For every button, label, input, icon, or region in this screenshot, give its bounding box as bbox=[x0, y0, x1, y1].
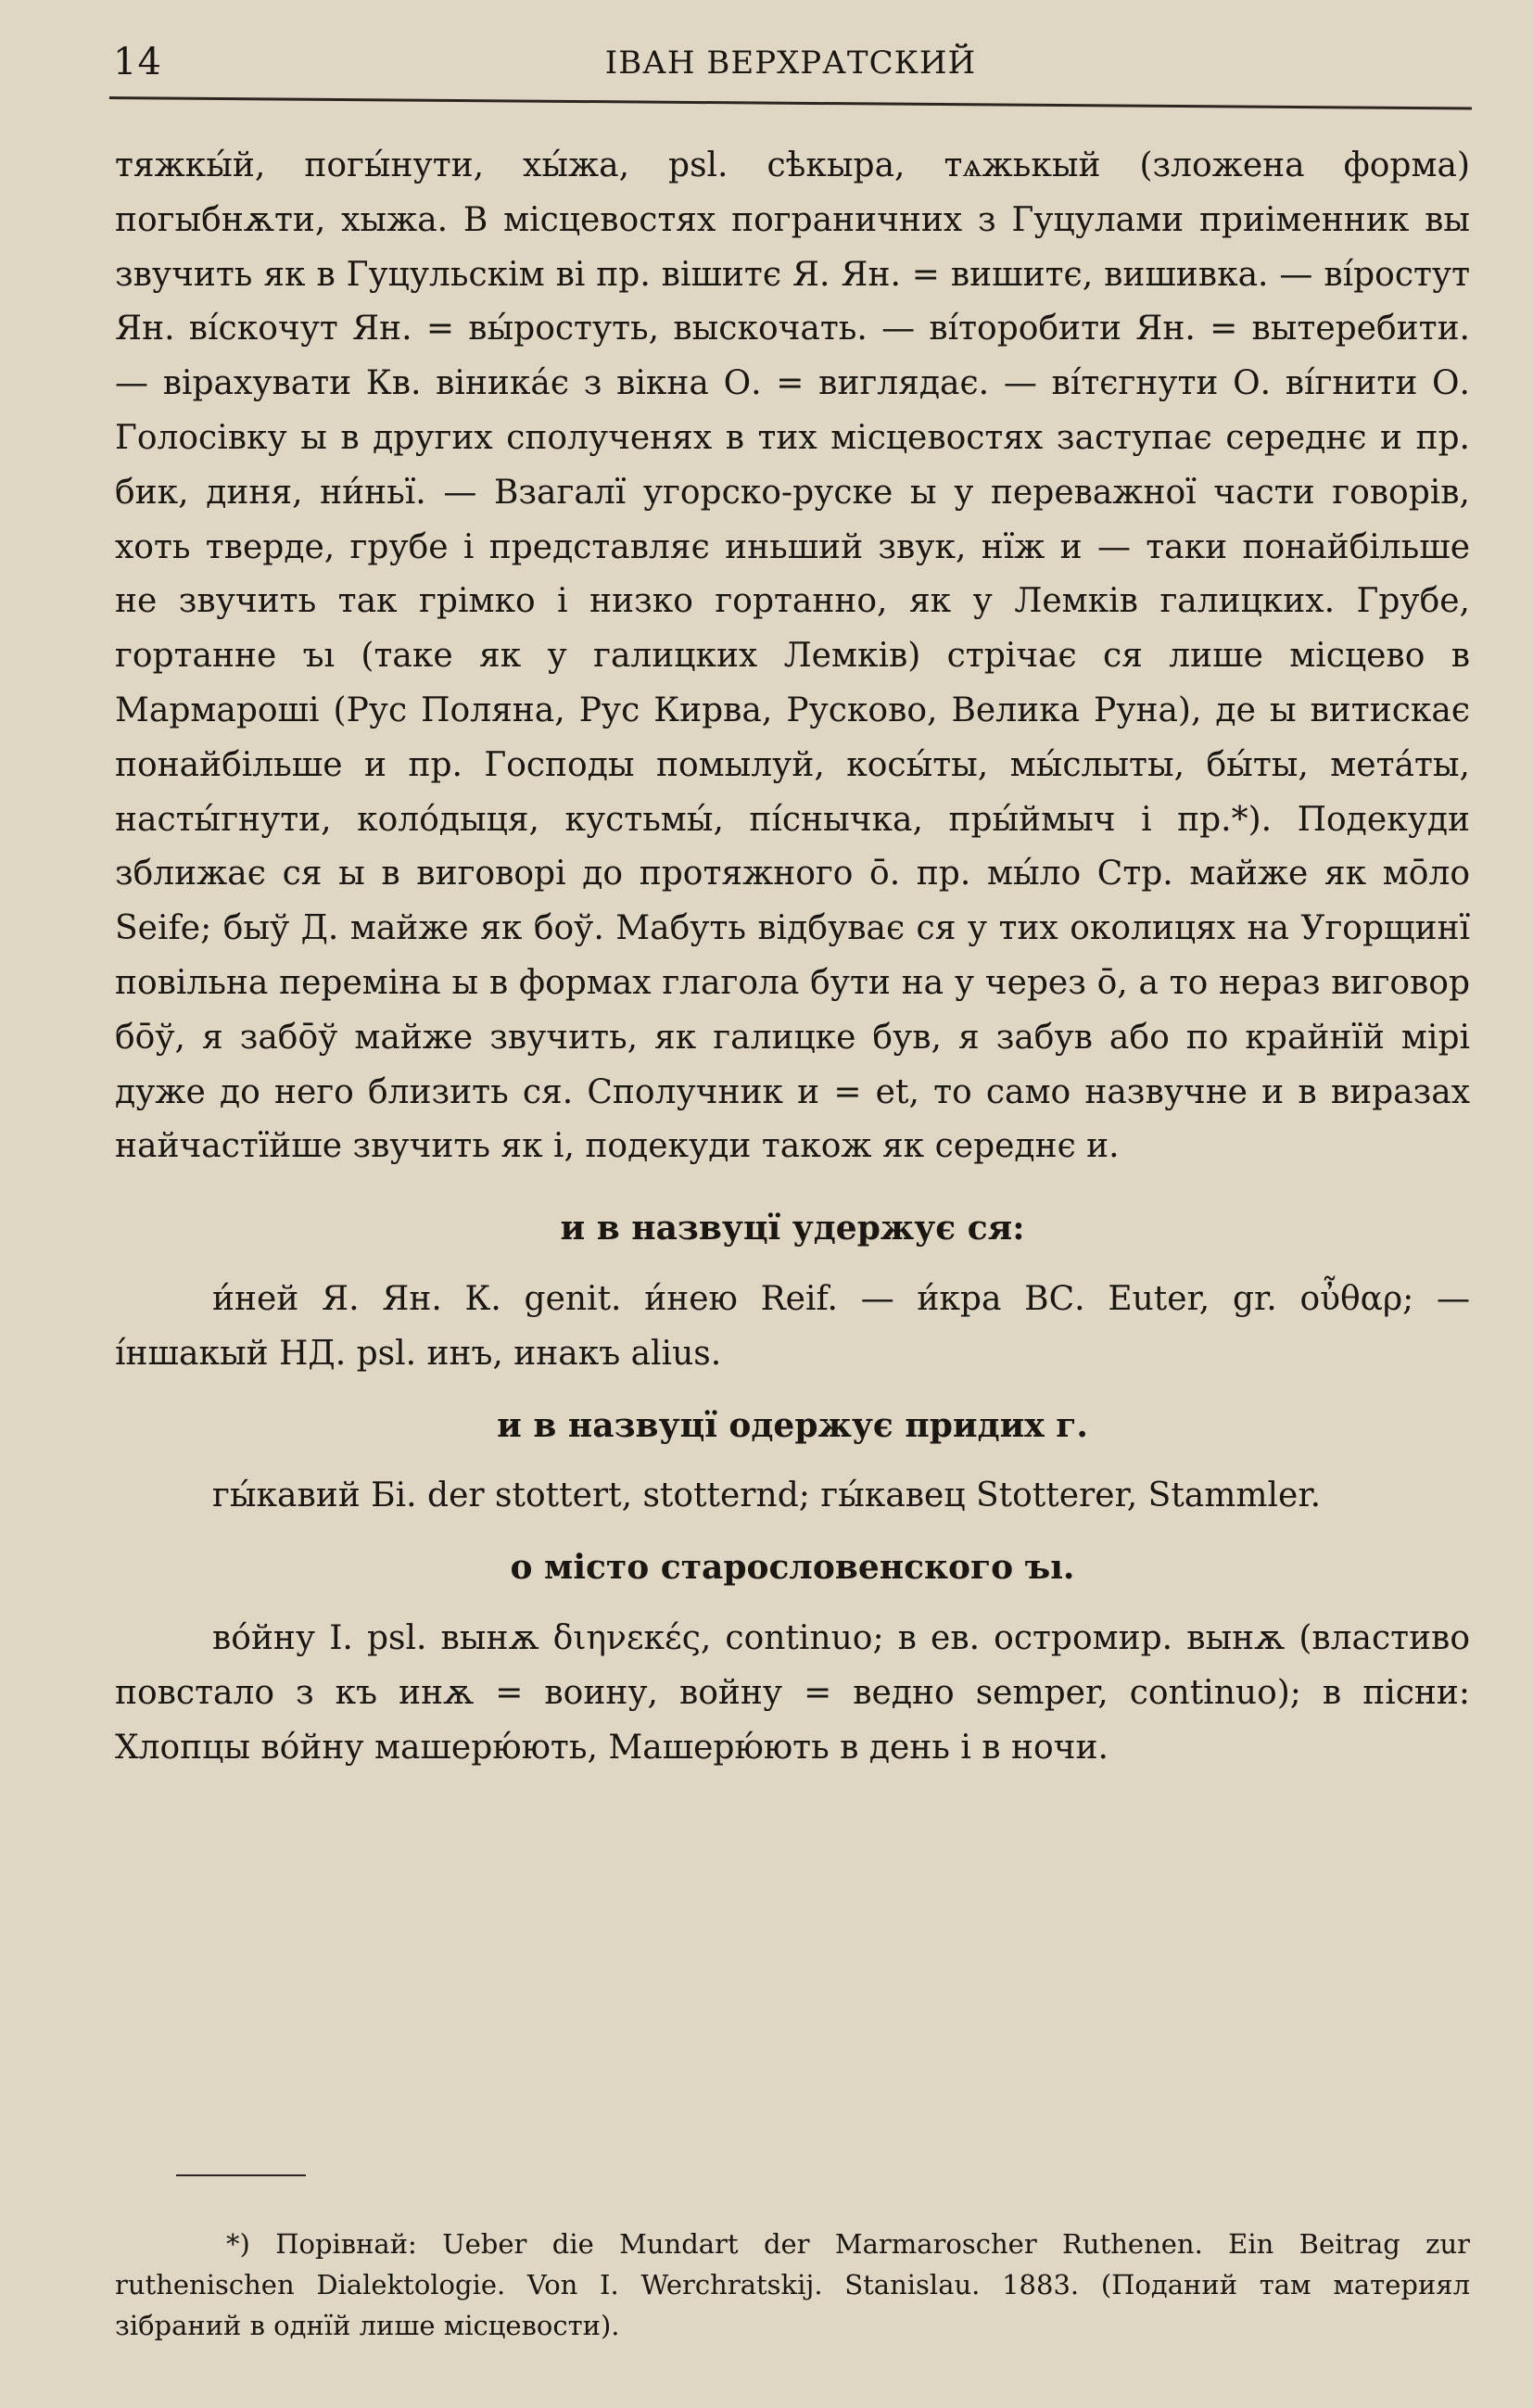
footnote: *) Порівнай: Ueber die Mundart der Marmaroscher Ruthenen. Ein Beitrag zur ruthenischen Dialektologie. Von I. Werchratskij. Stanislau. 1883. (Поданий там материял зібраний в однїй лише місцевости). bbox=[115, 2228, 1470, 2341]
spacer bbox=[115, 1595, 1470, 1612]
spacer bbox=[115, 1256, 1470, 1273]
paragraph-4: во́йну І. psl. вынѫ διηνεκές, continuo; в ев. остромир. вынѫ (властиво повстало з къ инѫ = воину, войну = ведно semper, continuo); в пісни: Хлопцы во́йну машерю́ють, Машерю́ють в день і в ночи. bbox=[115, 1618, 1470, 1767]
main-text bbox=[115, 139, 1470, 1775]
section-heading-1: и в назвуцї удержує ся: bbox=[560, 1209, 1025, 1248]
page-number: 14 bbox=[113, 41, 162, 83]
paragraph-2: и́ней Я. Ян. К. genit. и́нею Reif. — и́кра ВС. Euter, gr. οὖθαρ; — і́ншакый НД. psl. инъ, инакъ alius. bbox=[115, 1279, 1470, 1373]
paragraph-1: тяжкы́й, погы́нути, хы́жа, psl. сѣкыра, тѧжькый (зложена форма) погыбнѫти, хыжа. В місцевостях пограничних з Гуцулами приіменник вы звучить як в Гуцульскім ві пр. вішитє Я. Ян. = вишитє, вишивка. — ві́ростут Ян. ві́скочут Ян. = вы́ростуть, выскочать. — ві́торобити Ян. = вытеребити. — вірахувати Кв. віника́є з вікна О. = виглядає. — ві́тєгнути О. ві́гнити О. Голосівку ы в других сполученях в тих місцевостях заступає середнє и пр. бик, диня, ни́ньї. — Взагалї угорско-руске ы у переважної части говорів, хоть тверде, грубе і представляє иньший звук, нїж и — таки понайбільше не звучить так грімко і низко гортанно, як у Лемків галицких. Грубе, гортанне ъı (таке як у галицких Лемків) стрічає ся лише місцево в Мармароші (Рус Поляна, Рус Кирва, Русково, Велика Руна), де ы витискає понайбільше и пр. Господы помылуй, косы́ты, мы́слыты, бы́ты, мета́ты, насты́гнути, коло́дыця, кустьмы́, пі́снычка, пры́ймыч і пр.*). Подекуди зближає ся ы в виговорі до протяжного ō. пр. мы́ло Стр. майже як мōло Seife; быў Д. майже як боў. Мабуть відбуває ся у тих околицях на Угорщинї повільна переміна ы в формах глагола бути на у через ō, а то нераз виговор бōў, я забōў майже звучить, як галицке був, я забув або по крайнїй мірі дуже до него близить ся. Сполучник и = et, то само назвучне и в виразах найчастїйше звучить як і, подекуди також як середнє и. bbox=[115, 146, 1470, 1166]
spacer bbox=[115, 1382, 1470, 1399]
section-heading-3: о місто староcловенского ъı. bbox=[510, 1548, 1075, 1588]
paragraph-3: гы́кавий Бі. der stottert, stotternd; гы́кавец Stotterer, Stammler. bbox=[212, 1476, 1322, 1515]
footnote-rule bbox=[176, 2174, 306, 2176]
spacer bbox=[115, 1524, 1470, 1540]
page-header bbox=[109, 41, 1472, 96]
spacer bbox=[115, 1174, 1470, 1201]
spacer bbox=[115, 1452, 1470, 1469]
running-title: ІВАН ВЕРХРАТСКИЙ bbox=[604, 44, 977, 82]
section-heading-2: и в назвуцї одержує придих г. bbox=[497, 1405, 1088, 1445]
header-rule bbox=[109, 96, 1472, 110]
